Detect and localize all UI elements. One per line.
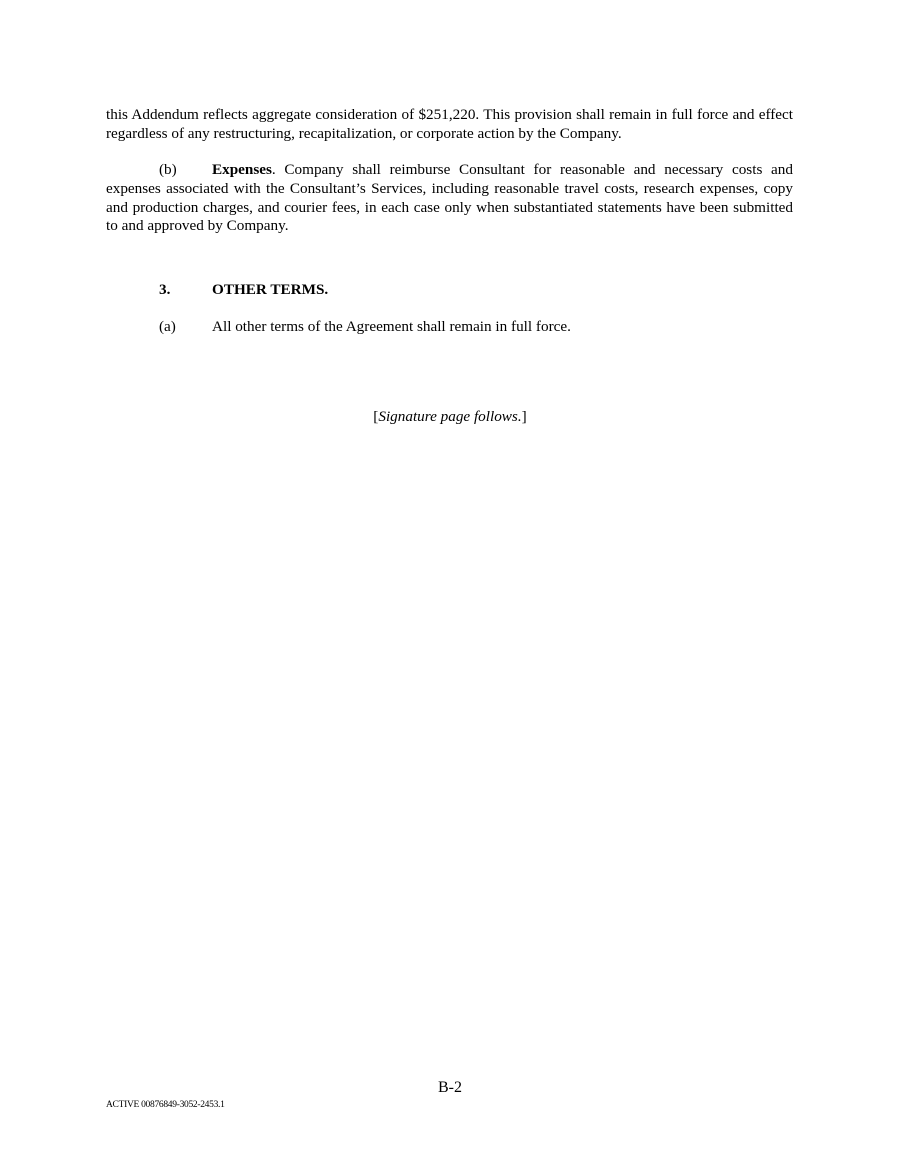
item-marker: (a) [159, 318, 176, 335]
section-title: OTHER TERMS. [212, 281, 329, 298]
expenses-marker: (b) [159, 161, 177, 178]
expenses-heading: Expenses [212, 161, 272, 178]
section-heading-other-terms [159, 280, 328, 299]
document-id-footer: ACTIVE 00876849-3052-2453.1 [106, 1100, 225, 1110]
paragraph-expenses [106, 161, 793, 236]
signature-note-text: Signature page follows. [378, 408, 522, 425]
signature-page-note [0, 407, 900, 426]
signature-note-close-bracket: ] [521, 408, 527, 425]
paragraph-consideration: this Addendum reflects aggregate consideration of $251,220. This provision shall remain in full force and effect regardless of any restructuring, recapitalization, or corporate action by the Company. [106, 106, 793, 142]
page-number: B-2 [438, 1079, 462, 1096]
item-text: All other terms of the Agreement shall remain in full force. [212, 318, 571, 335]
signature-note-open-bracket: [ [373, 408, 379, 425]
expenses-text: Company shall reimburse Consultant for reasonable and necessary costs and expenses associated with the Consultant’s Services, including reasonable travel costs, research expenses, copy and production charges, and courier fees, in each case only when substantiated statements have been submitted to and approved by Company. [106, 161, 793, 235]
section-number: 3. [159, 281, 171, 298]
expenses-heading-period: . [271, 161, 276, 178]
list-item-other-terms [159, 317, 571, 336]
